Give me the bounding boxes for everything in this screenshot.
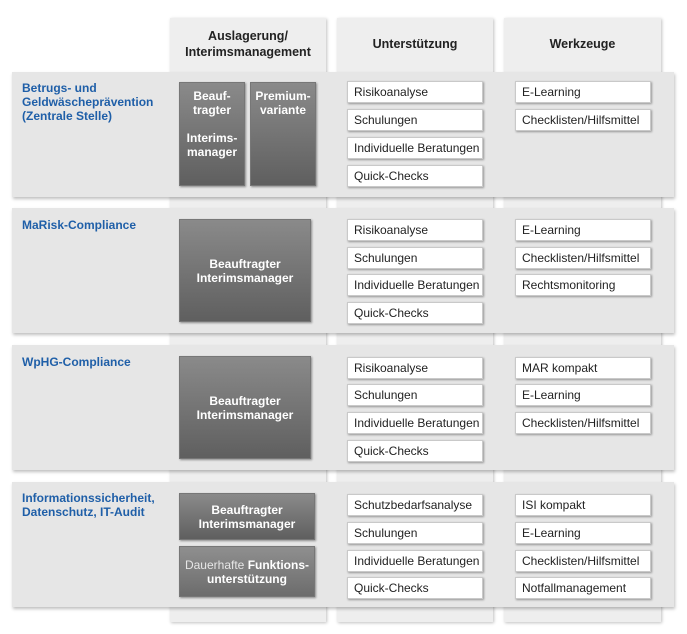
row-label-infosec-line2: Datenschutz, IT-Audit bbox=[22, 505, 145, 519]
box-line: unterstützung bbox=[206, 571, 287, 586]
row-label-wphg: WpHG-Compliance bbox=[22, 355, 131, 369]
row-label-fraud-line1: Betrugs- und bbox=[22, 81, 97, 95]
support-item[interactable]: Schulungen bbox=[347, 522, 483, 544]
header-outsourcing bbox=[170, 18, 326, 70]
tool-item[interactable]: ISI kompakt bbox=[515, 494, 651, 516]
box-line: Beauftragter bbox=[209, 393, 281, 408]
box-line: Funktions- bbox=[247, 557, 310, 572]
tool-item[interactable]: Checklisten/Hilfsmittel bbox=[515, 550, 651, 572]
tool-item[interactable]: Checklisten/Hilfsmittel bbox=[515, 412, 651, 434]
box-line: Premium- bbox=[255, 89, 311, 103]
support-item[interactable]: Schutzbedarfsanalyse bbox=[347, 494, 483, 516]
support-item[interactable]: Schulungen bbox=[347, 247, 483, 269]
box-line: Interims- bbox=[186, 131, 238, 145]
support-item[interactable]: Individuelle Beratungen bbox=[347, 137, 483, 159]
support-item[interactable]: Individuelle Beratungen bbox=[347, 550, 483, 572]
header-outsourcing-line1: Auslagerung/ bbox=[208, 29, 288, 43]
box-line: Beauf- bbox=[193, 89, 231, 103]
tool-item[interactable]: MAR kompakt bbox=[515, 357, 651, 379]
box-line: Beauftragter bbox=[211, 502, 283, 517]
box-line: manager bbox=[186, 145, 238, 159]
row-label-fraud bbox=[22, 81, 162, 123]
box-line-prefix: Dauerhafte bbox=[184, 557, 248, 572]
tool-item[interactable]: Notfallmanagement bbox=[515, 577, 651, 599]
box-line: Interimsmanager bbox=[196, 270, 294, 285]
box-beauftragter-interimsmanager[interactable] bbox=[179, 493, 315, 540]
row-label-infosec-line1: Informationssicherheit, bbox=[22, 491, 155, 505]
tool-item[interactable]: E-Learning bbox=[515, 81, 651, 103]
tool-item[interactable]: E-Learning bbox=[515, 384, 651, 406]
box-beauftragter-interimsmanager[interactable] bbox=[179, 356, 311, 459]
support-item[interactable]: Quick-Checks bbox=[347, 577, 483, 599]
row-label-fraud-line3: (Zentrale Stelle) bbox=[22, 109, 113, 123]
support-item[interactable]: Individuelle Beratungen bbox=[347, 412, 483, 434]
tool-item[interactable]: E-Learning bbox=[515, 522, 651, 544]
box-line: tragter bbox=[192, 103, 231, 117]
box-line: Beauftragter bbox=[209, 256, 281, 271]
support-item[interactable]: Quick-Checks bbox=[347, 165, 483, 187]
support-item[interactable]: Schulungen bbox=[347, 109, 483, 131]
box-beauftragter-interimsmanager[interactable] bbox=[179, 219, 311, 322]
tool-item[interactable]: E-Learning bbox=[515, 219, 651, 241]
header-outsourcing-line2: Interimsmanagement bbox=[185, 45, 311, 59]
tool-item[interactable]: Checklisten/Hilfsmittel bbox=[515, 109, 651, 131]
box-line: Interimsmanager bbox=[198, 516, 296, 531]
support-item[interactable]: Schulungen bbox=[347, 384, 483, 406]
support-item[interactable]: Quick-Checks bbox=[347, 302, 483, 324]
box-dauerhafte-funktionsunterstuetzung[interactable] bbox=[179, 546, 315, 597]
header-tools: Werkzeuge bbox=[549, 37, 616, 51]
support-item[interactable]: Risikoanalyse bbox=[347, 81, 483, 103]
support-item[interactable]: Risikoanalyse bbox=[347, 219, 483, 241]
box-beauftragter-interimsmanager[interactable] bbox=[179, 82, 245, 186]
box-line: Interimsmanager bbox=[196, 407, 294, 422]
support-item[interactable]: Risikoanalyse bbox=[347, 357, 483, 379]
box-premiumvariante[interactable] bbox=[250, 82, 316, 186]
tool-item[interactable]: Rechtsmonitoring bbox=[515, 274, 651, 296]
support-item[interactable]: Individuelle Beratungen bbox=[347, 274, 483, 296]
header-support: Unterstützung bbox=[372, 37, 458, 51]
row-label-marisk: MaRisk-Compliance bbox=[22, 218, 137, 232]
row-label-fraud-line2: Geldwäscheprävention bbox=[22, 95, 154, 109]
tool-item[interactable]: Checklisten/Hilfsmittel bbox=[515, 247, 651, 269]
support-item[interactable]: Quick-Checks bbox=[347, 440, 483, 462]
row-label-infosec bbox=[22, 491, 162, 519]
box-line: variante bbox=[259, 103, 307, 117]
